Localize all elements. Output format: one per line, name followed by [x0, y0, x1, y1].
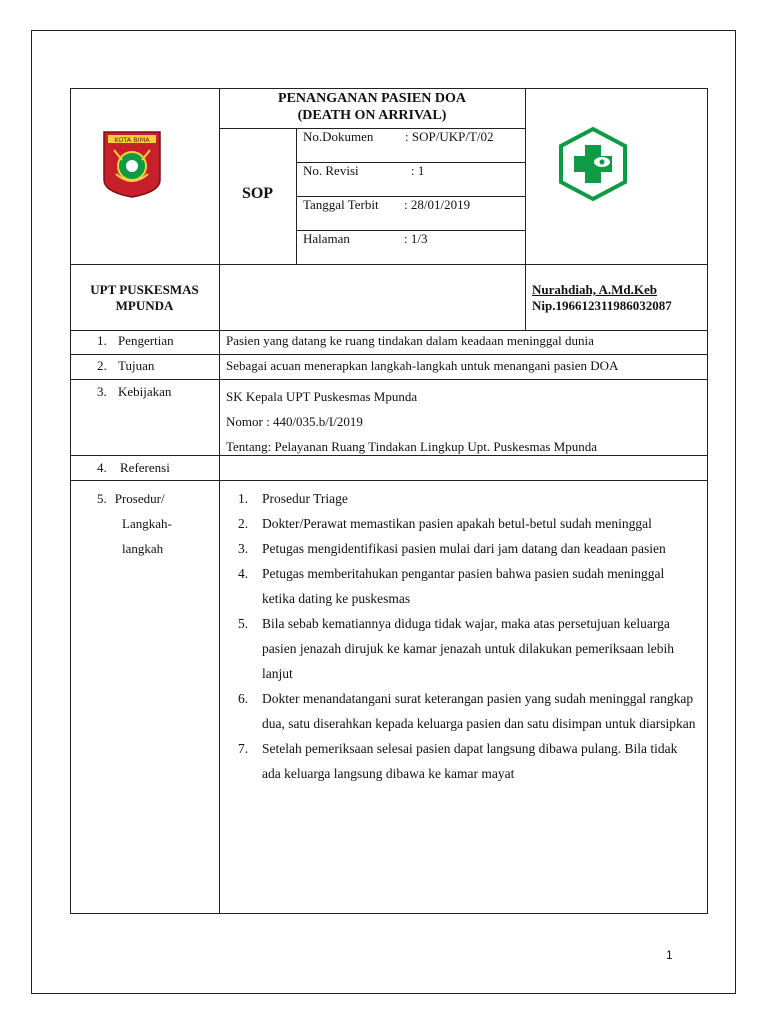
row-tujuan-label: 2. Tujuan	[97, 358, 155, 373]
logo-lettering: KOTA BIMA	[114, 136, 150, 144]
procedure-steps	[238, 486, 698, 786]
sop-title-line1: PENANGANAN PASIEN DOA	[278, 91, 466, 106]
kebijakan-line1: SK Kepala UPT Puskesmas Mpunda	[226, 389, 418, 404]
kebijakan-line3: Tentang: Pelayanan Ruang Tindakan Lingkup Upt. Puskesmas Mpunda	[226, 439, 598, 454]
row-pengertian-label: 1. Pengertian	[97, 333, 174, 348]
doc-row-label: Tanggal Terbit	[303, 197, 379, 212]
row-tujuan-text: Sebagai acuan menerapkan langkah-langkah untuk menangani pasien DOA	[226, 358, 619, 373]
doc-row-value: : 28/01/2019	[404, 197, 471, 212]
row-pengertian-text: Pasien yang datang ke ruang tindakan dalam keadaan meninggal dunia	[226, 333, 594, 348]
doc-row-value: : 1	[411, 163, 425, 178]
sop-title-line2: (DEATH ON ARRIVAL)	[297, 108, 447, 123]
procedure-step: 3. Petugas mengidentifikasi pasien mulai dari jam datang dan keadaan pasien	[238, 541, 666, 556]
procedure-step: 6. Dokter menandatangani surat keterangan pasien yang sudah meninggal rangkap dua, satu diserahkan kepada keluarga pasien dan satu disimpan untuk diarsipkan	[238, 691, 696, 731]
procedure-step: 5. Bila sebab kematiannya diduga tidak wajar, maka atas persetujuan keluarga pasien jenazah dirujuk ke kamar jenazah untuk dilakukan pemeriksaan lebih lanjut	[238, 616, 674, 681]
signer-block	[532, 282, 706, 314]
row-prosedur-label: 5. Prosedur/ Langkah- langkah	[97, 491, 172, 556]
signer-name: Nurahdiah, A.Md.Keb	[532, 282, 657, 297]
page-number: 1	[666, 948, 673, 962]
procedure-step: 4. Petugas memberitahukan pengantar pasien bahwa pasien sudah meninggal ketika dating ke puskesmas	[238, 566, 665, 606]
procedure-step: 7. Setelah pemeriksaan selesai pasien dapat langsung dibawa pulang. Bila tidak ada keluarga langsung dibawa ke kamar mayat	[238, 741, 678, 781]
row-kebijakan-label: 3. Kebijakan	[97, 384, 172, 399]
org-name	[70, 282, 219, 314]
doc-row-label: No. Revisi	[303, 163, 359, 178]
row-kebijakan-text	[226, 384, 704, 459]
procedure-step: 1. Prosedur Triage	[238, 491, 348, 506]
doc-row-value: : SOP/UKP/T/02	[405, 129, 494, 144]
puskesmas-logo	[556, 126, 630, 202]
sop-title	[219, 90, 525, 124]
kebijakan-line2: Nomor : 440/035.b/I/2019	[226, 414, 363, 429]
procedure-step: 2. Dokter/Perawat memastikan pasien apakah betul-betul sudah meninggal	[238, 516, 652, 531]
doc-row-number	[303, 129, 523, 145]
doc-row-value: : 1/3	[404, 231, 428, 246]
org-name-line1: UPT PUSKESMAS	[90, 282, 199, 297]
signer-nip: Nip.196612311986032087	[532, 298, 672, 313]
row-referensi-label: 4. Referensi	[97, 460, 170, 475]
sop-label: SOP	[241, 185, 274, 202]
doc-row-page	[303, 231, 523, 247]
doc-row-label: Halaman	[303, 231, 350, 246]
org-name-line2: MPUNDA	[115, 298, 174, 313]
doc-row-revision	[303, 163, 523, 179]
kota-bima-logo	[102, 130, 162, 198]
doc-row-label: No.Dokumen	[303, 129, 374, 144]
doc-row-issue-date	[303, 197, 523, 213]
